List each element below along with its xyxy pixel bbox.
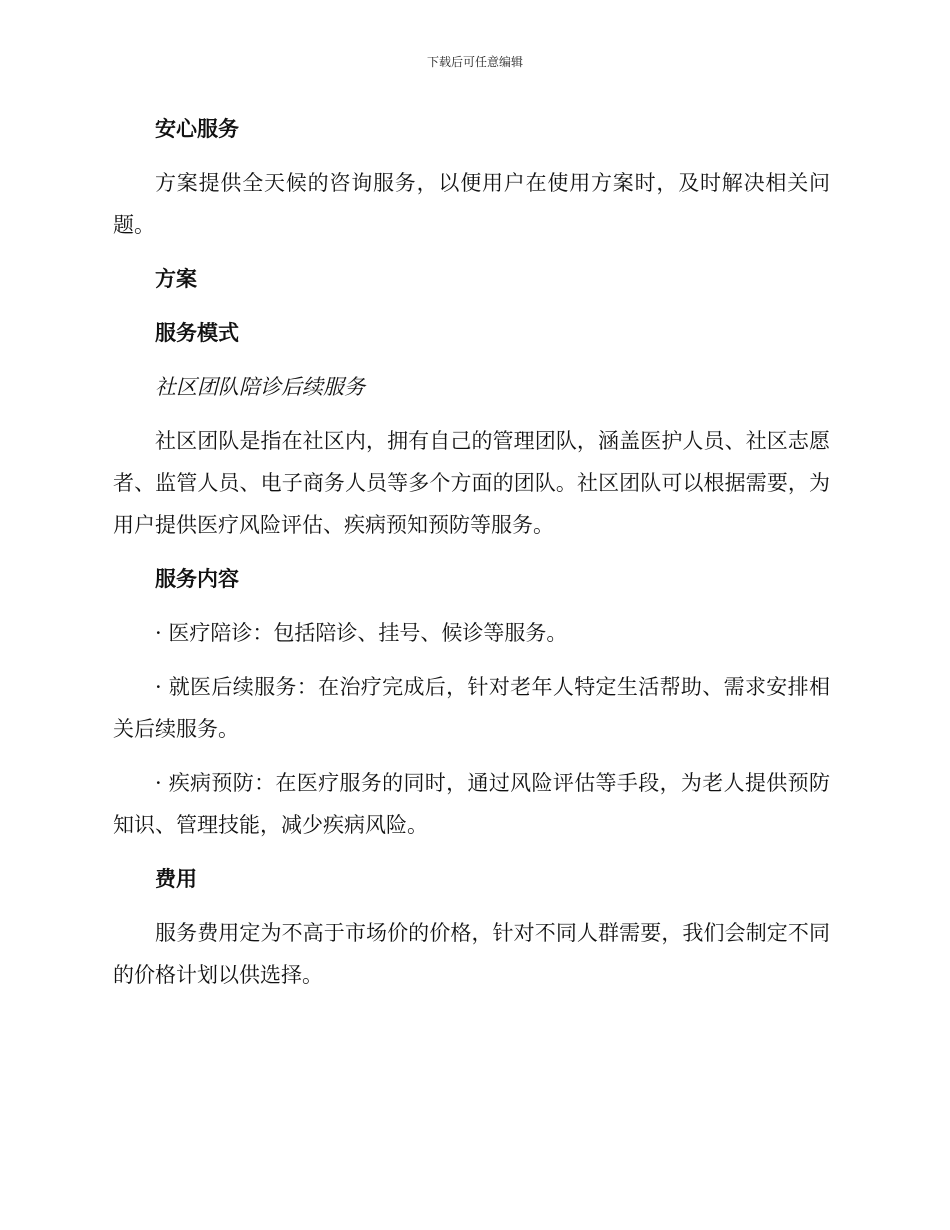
paragraph-fees: 服务费用定为不高于市场价的价格，针对不同人群需要，我们会制定不同的价格计划以供选择。 (113, 921, 830, 987)
bullet-follow-up-service: · 就医后续服务：在治疗完成后，针对老年人特定生活帮助、需求安排相关后续服务。 (113, 675, 830, 741)
section-heading-plan: 方案 (155, 266, 197, 291)
bullet-disease-prevention: · 疾病预防：在医疗服务的同时，通过风险评估等手段，为老人提供预防知识、管理技能，减少疾病风险。 (113, 771, 830, 837)
paragraph-community-team: 社区团队是指在社区内，拥有自己的管理团队，涵盖医护人员、社区志愿者、监管人员、电子商务人员等多个方面的团队。社区团队可以根据需要，为用户提供医疗风险评估、疾病预知预防等服务。 (113, 429, 830, 537)
document-body (113, 108, 830, 996)
subheading-community-team: 社区团队陪诊后续服务 (155, 375, 365, 399)
bullet-medical-escort: · 医疗陪诊：包括陪诊、挂号、候诊等服务。 (155, 621, 568, 645)
section-heading-service-model: 服务模式 (155, 320, 239, 345)
paragraph-consulting: 方案提供全天候的咨询服务，以便用户在使用方案时，及时解决相关问题。 (113, 171, 830, 237)
section-heading-peace-of-mind: 安心服务 (155, 116, 239, 141)
page-header-note: 下载后可任意编辑 (426, 55, 523, 69)
section-heading-fees: 费用 (155, 866, 197, 891)
section-heading-service-content: 服务内容 (155, 566, 239, 591)
